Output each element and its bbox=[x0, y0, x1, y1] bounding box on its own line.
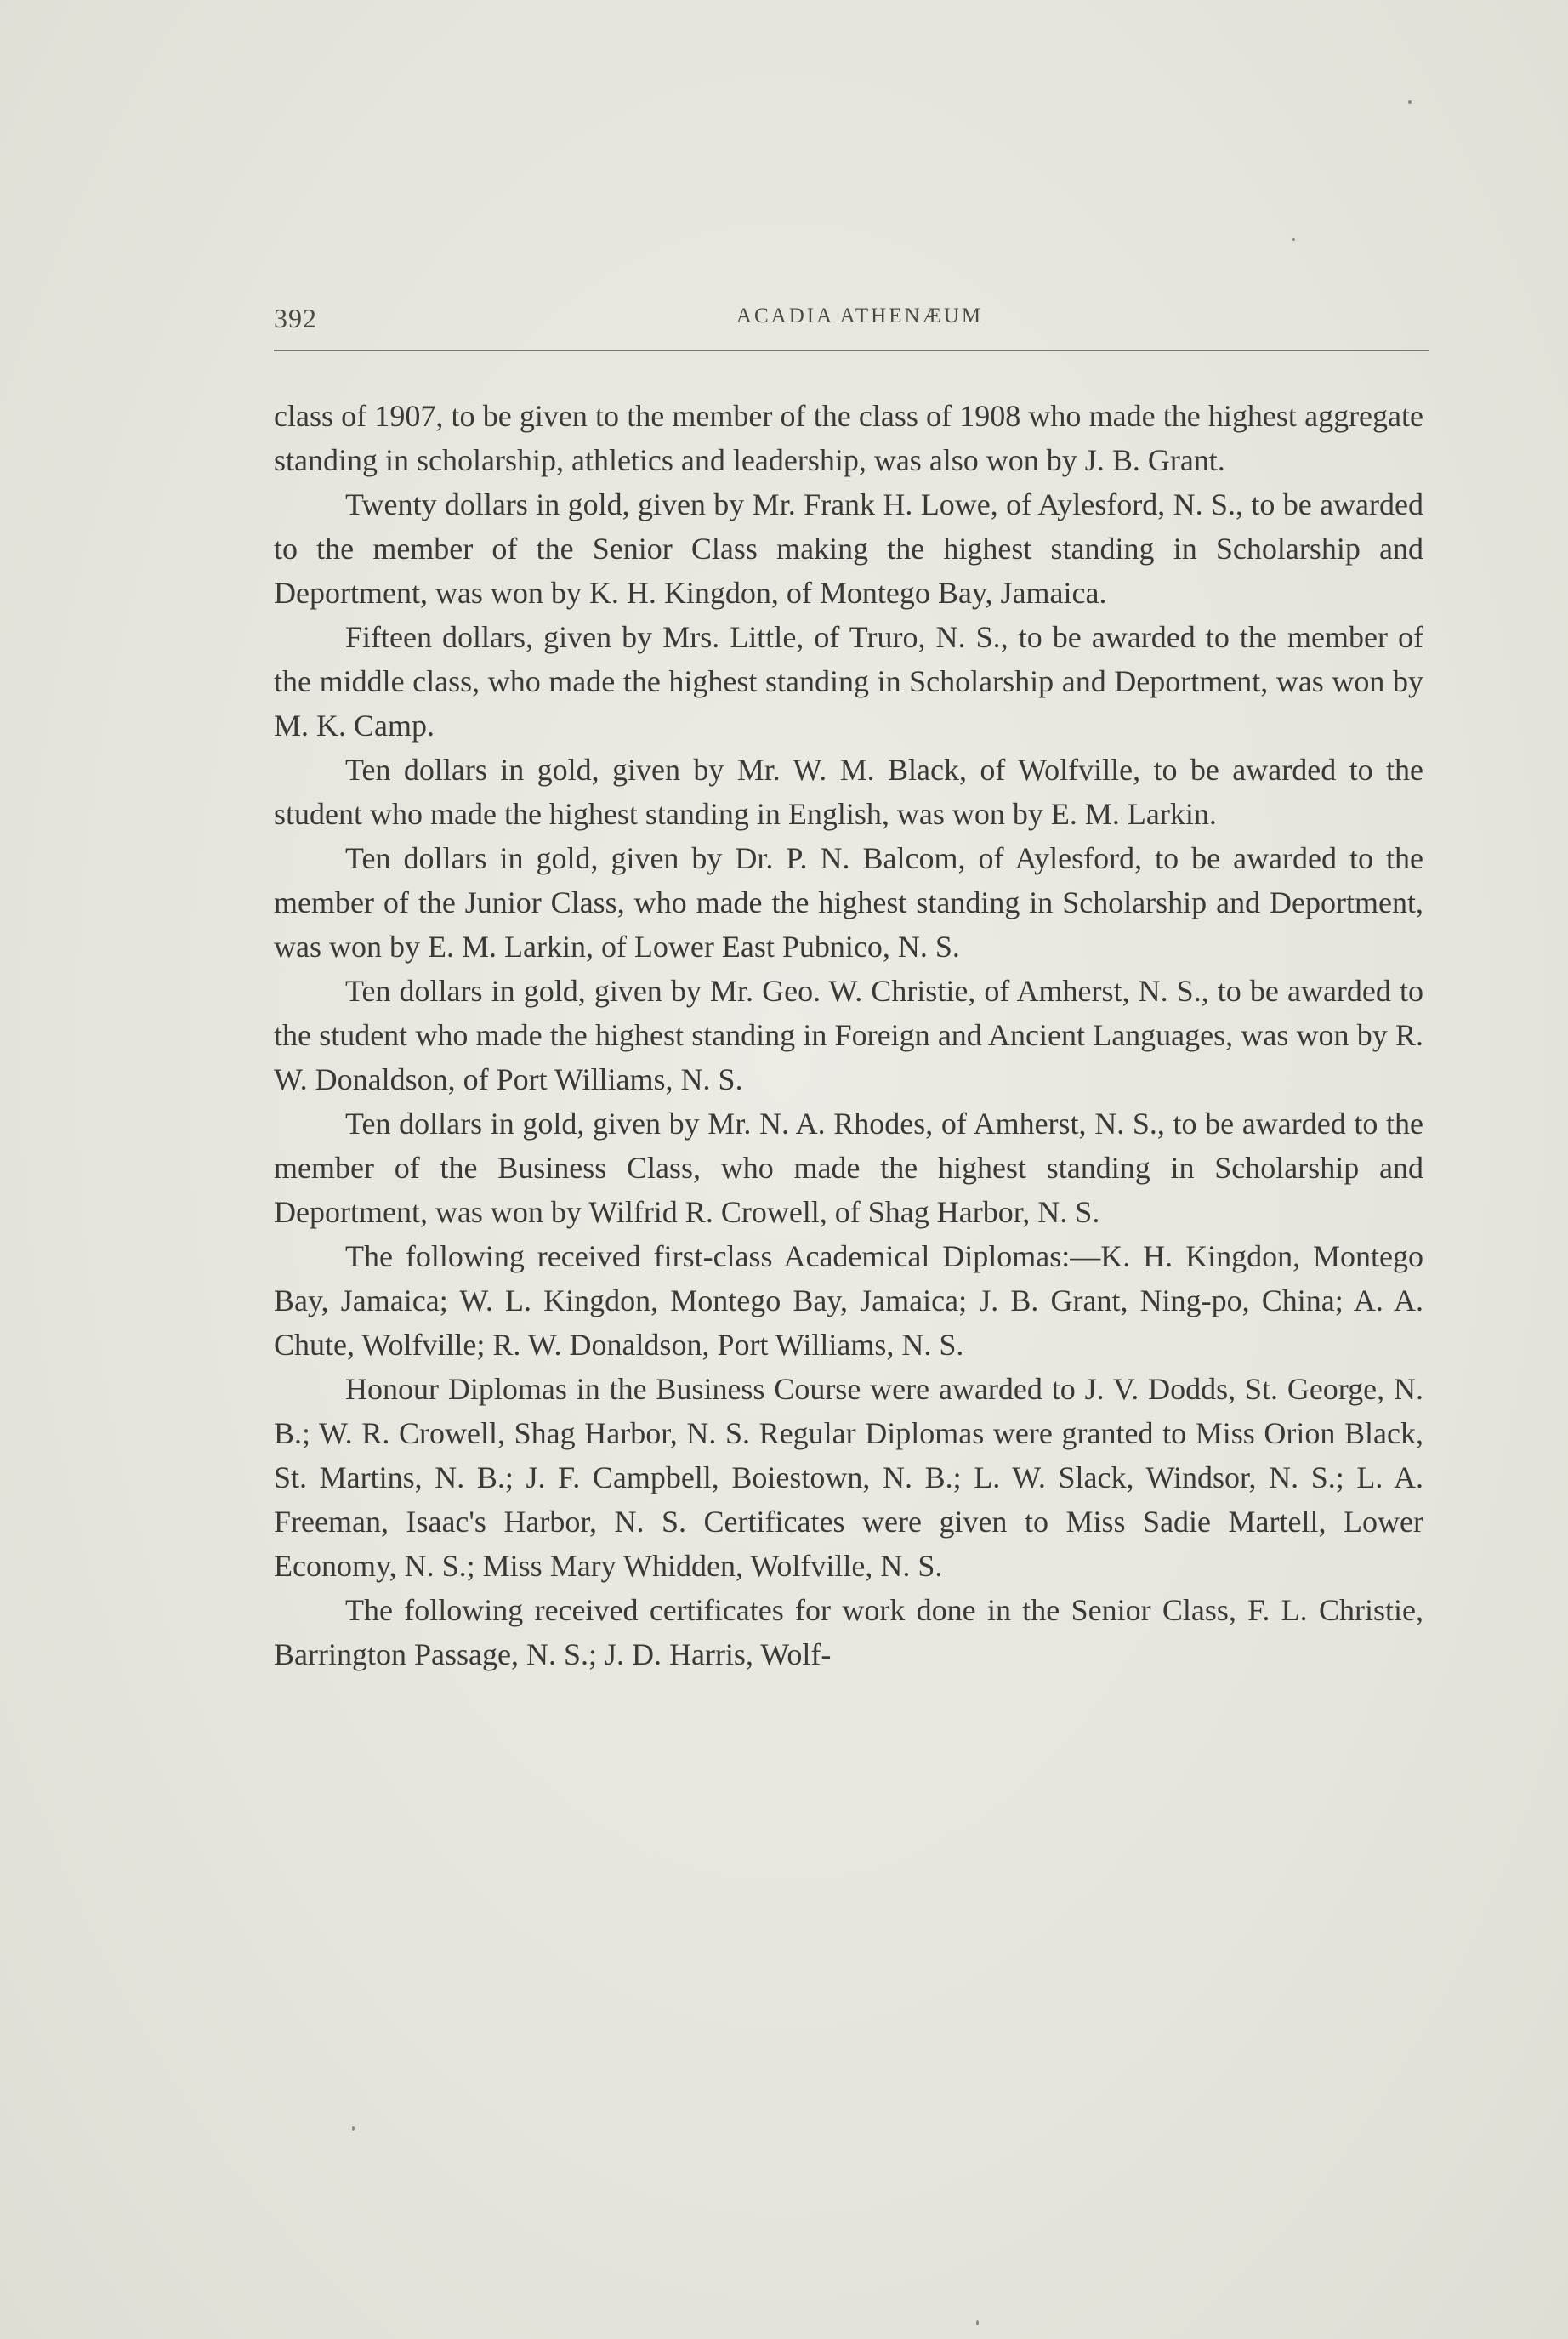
paragraph: Twenty dollars in gold, given by Mr. Frank H. Lowe, of Aylesford, N. S., to be awarded to the member of the Senior Class making the highest standing in Scholarship and Deportment, was won by K. H. Kingdon, of Montego Bay, Jamaica. bbox=[274, 487, 1423, 610]
paragraph: Ten dollars in gold, given by Mr. N. A. Rhodes, of Amherst, N. S., to be awarded to the member of the Business Class, who made the highest standing in Scholarship and Deportment, was won by Wilfrid R. Crowell, of Shag Harbor, N. S. bbox=[274, 1107, 1423, 1229]
header-rule bbox=[274, 350, 1429, 351]
paragraph: Ten dollars in gold, given by Mr. W. M. Black, of Wolfville, to be awarded to the student who made the highest standing in English, was won by E. M. Larkin. bbox=[274, 753, 1423, 831]
page-number: 392 bbox=[274, 303, 317, 333]
paragraph: Ten dollars in gold, given by Dr. P. N. Balcom, of Aylesford, to be awarded to the member of the Junior Class, who made the highest standing in Scholarship and Deportment, was won by E. M. Larkin, of Lower East Pubnico, N. S. bbox=[274, 841, 1423, 964]
paragraph: The following received certificates for work done in the Senior Class, F. L. Christie, Barrington Passage, N. S.; J. D. Harris, Wolf- bbox=[274, 1593, 1423, 1671]
paper-speck bbox=[1408, 100, 1412, 104]
paragraph: Ten dollars in gold, given by Mr. Geo. W. Christie, of Amherst, N. S., to be awarded to the student who made the highest standing in Foreign and Ancient Languages, was won by R. W. Donaldson, of Port Williams, N. S. bbox=[274, 974, 1423, 1096]
body-text bbox=[274, 394, 1423, 1676]
paragraph: Fifteen dollars, given by Mrs. Little, of Truro, N. S., to be awarded to the member of the middle class, who made the highest standing in Scholarship and Deportment, was won by M. K. Camp. bbox=[274, 620, 1423, 743]
paragraph: The following received first-class Academical Diplomas:—K. H. Kingdon, Montego Bay, Jamaica; W. L. Kingdon, Montego Bay, Jamaica; J. B. Grant, Ning-po, China; A. A. Chute, Wolfville; R. W. Donaldson, Port Williams, N. S. bbox=[274, 1239, 1423, 1362]
paragraph: Honour Diplomas in the Business Course were awarded to J. V. Dodds, St. George, N. B.; W. R. Crowell, Shag Harbor, N. S. Regular Diplomas were granted to Miss Orion Black, St. Martins, N. B.; J. F. Campbell, Boiestown, N. B.; L. W. Slack, Windsor, N. S.; L. A. Freeman, Isaac's Harbor, N. S. Certificates were given to Miss Sadie Martell, Lower Economy, N. S.; Miss Mary Whidden, Wolfville, N. S. bbox=[274, 1372, 1423, 1583]
running-title: ACADIA ATHENÆUM bbox=[736, 304, 984, 327]
paper-speck bbox=[1292, 238, 1295, 241]
page-header bbox=[274, 303, 1429, 350]
paper-speck bbox=[976, 2320, 979, 2325]
paragraph: class of 1907, to be given to the member of the class of 1908 who made the highest aggregate standing in scholarship, athletics and leadership, was also won by J. B. Grant. bbox=[274, 399, 1423, 477]
paper-speck bbox=[352, 2126, 355, 2131]
